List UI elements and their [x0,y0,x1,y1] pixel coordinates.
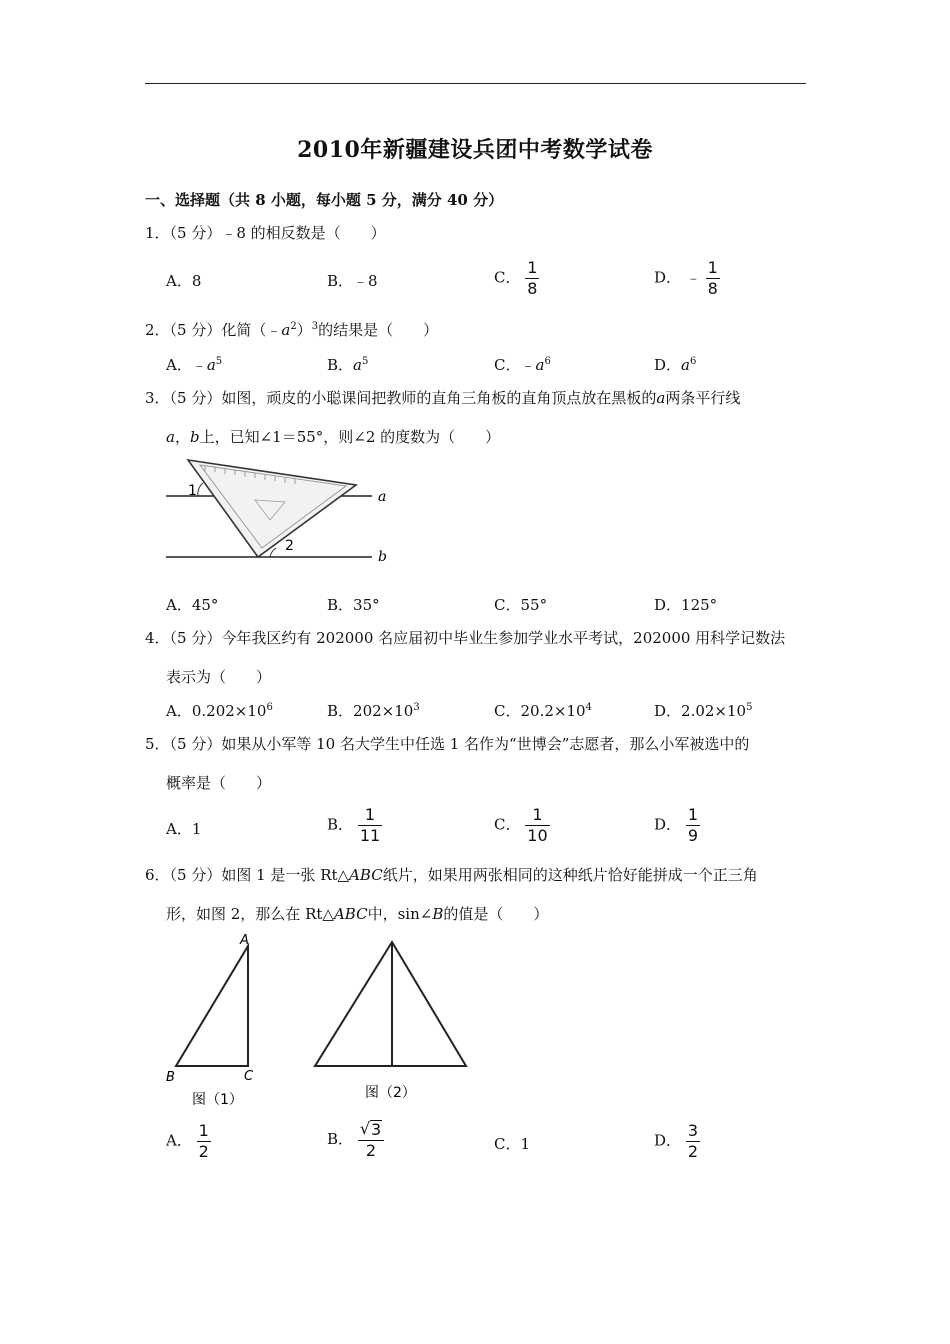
question-4-stem-line2: 表示为（ ） [166,668,272,686]
q2-exp2: 3 [311,321,319,332]
value: D．2.02×10 [654,702,747,720]
fig1-vertex-a: A [240,933,249,948]
fraction-denominator: 10 [527,826,548,845]
q1-option-c-label: C． [494,268,521,287]
fig1-vertex-c: C [244,1069,254,1084]
section-heading: 一、选择题（共 8 小题，每小题 5 分，满分 40 分） [145,191,504,209]
fraction-numerator: 1 [532,805,543,824]
q6-option-b-fraction [358,1120,384,1160]
exp: 4 [585,702,592,713]
var: a [206,356,216,374]
text: 上，已知∠1＝55°，则∠2 的度数为（ ） [199,428,501,446]
value: B．202×10 [327,702,414,720]
q6-option-a [166,1122,211,1161]
var: a [681,356,690,374]
q6-option-a-fraction [197,1122,211,1161]
q1-option-d-fraction [706,259,720,298]
q5-option-c [494,806,550,845]
fraction-denominator: 9 [687,826,698,845]
q2-option-d [654,354,696,375]
fraction-numerator: 1 [527,258,538,277]
label: D． [654,815,682,834]
question-6-stem-line2 [166,903,548,924]
label: A．﹣ [166,356,207,374]
text: 中，sin∠ [367,905,433,923]
fraction-denominator: 8 [527,279,538,298]
exp: 6 [544,356,551,367]
q1-option-d-sign: ﹣ [685,268,701,287]
q5-option-b-fraction [358,806,382,845]
page-title: 2010年新疆建设兵团中考数学试卷 [297,137,653,163]
q2-var: a [281,321,291,339]
label: B． [327,815,354,834]
q6-option-d [654,1122,700,1161]
var: a [353,356,362,374]
label: C． [494,815,521,834]
exp: 6 [266,702,273,713]
fraction-denominator: 2 [198,1142,209,1161]
q6-option-d-fraction [686,1122,700,1161]
q1-option-a: A．8 [166,272,202,290]
q3-option-b: B．35° [327,596,380,614]
header-rule [145,83,806,84]
value: A．0.202×10 [166,702,267,720]
question-1-stem: 1．（5 分）﹣8 的相反数是（ ） [145,224,386,242]
question-2-stem [145,309,438,348]
q2-option-b [327,354,368,375]
q1-option-c [494,259,539,298]
fraction-denominator: 11 [359,826,381,845]
label: A． [166,1131,192,1150]
q4-option-a [166,700,273,721]
q2-text-post: 的结果是（ ） [318,321,439,339]
q5-option-b [327,806,382,845]
fraction-numerator: 1 [198,1121,209,1140]
angle-1-label: 1 [188,483,197,499]
fraction-denominator: 2 [365,1141,377,1160]
q2-text-pre: 2．（5 分）化简（﹣ [145,321,282,339]
var: B [432,905,444,923]
question-3-stem-line1 [145,380,740,416]
fig1-vertex-b: B [166,1070,175,1085]
var: a [535,356,545,374]
q6-figures [160,928,480,1113]
label: C．﹣ [494,356,536,374]
var: ABC [349,866,383,884]
text: 纸片，如果用两张相同的这种纸片恰好能拼成一个正三角 [382,866,758,884]
text: 3．（5 分）如图，顽皮的小聪课间把教师的直角三角板的直角顶点放在黑板的 [145,389,657,407]
text: 两条平行线 [665,389,741,407]
fraction-numerator: 1 [707,258,718,277]
q6-option-b [327,1120,384,1160]
var: a [656,389,666,407]
value: C．20.2×10 [494,702,586,720]
radicand: 3 [371,1120,382,1139]
q2-option-c [494,354,551,375]
angle-2-label: 2 [285,538,294,554]
q3-option-a: A．45° [166,596,219,614]
comma: ， [174,428,190,446]
q5-option-d-fraction [686,806,700,845]
var: ABC [333,905,368,923]
q2-option-a [166,354,222,375]
q3-option-c: C．55° [494,596,548,614]
var-a: a [166,428,175,446]
var-b: b [189,428,200,446]
text: 的值是（ ） [443,905,549,923]
q4-option-d [654,700,752,721]
q1-option-d [654,259,720,298]
text: 形，如图 2，那么在 Rt△ [166,905,334,923]
q4-option-c [494,700,592,721]
exp: 5 [215,356,223,367]
sqrt-icon: √ [359,1119,371,1138]
fraction-denominator: 8 [707,279,718,298]
fraction-numerator: 1 [687,805,698,824]
label: B． [327,356,354,374]
question-4-stem-line1: 4．（5 分）今年我区约有 202000 名应届初中毕业生参加学业水平考试，202000 用科学记数法 [145,629,786,647]
q2-exp1: 2 [290,321,297,332]
line-a-label: a [378,489,387,505]
q1-option-c-fraction [525,259,539,298]
label: D． [654,1131,682,1150]
fraction-numerator: 1 [364,805,376,824]
text: 6．（5 分）如图 1 是一张 Rt△ [145,866,350,884]
q1-option-b: B．﹣8 [327,272,378,290]
exp: 5 [746,702,753,713]
label: B． [327,1130,354,1148]
q5-option-d [654,806,700,845]
question-3-stem-line2 [166,426,500,447]
q5-option-a: A．1 [166,820,202,838]
q6-option-c: C．1 [494,1135,531,1153]
exp: 5 [361,356,369,367]
fig2-caption: 图（2） [365,1085,416,1101]
q3-figure-triangle-ruler [160,452,400,567]
q2-text-mid: ） [296,321,312,339]
q5-option-c-fraction [525,806,549,845]
fraction-numerator-sqrt [358,1120,384,1139]
fraction-numerator: 3 [687,1121,698,1140]
fraction-denominator: 2 [687,1142,698,1161]
q3-option-d: D．125° [654,596,718,614]
question-5-stem-line1: 5．（5 分）如果从小军等 10 名大学生中任选 1 名作为“世博会”志愿者，那么小军被选中的 [145,735,750,753]
exp: 6 [689,356,697,367]
label: D． [654,356,682,374]
line-b-label: b [378,549,387,565]
q1-option-d-label: D． [654,268,682,287]
exp: 3 [413,702,420,713]
question-6-stem-line1 [145,857,758,893]
question-5-stem-line2: 概率是（ ） [166,774,272,792]
q4-option-b [327,700,420,721]
fig1-caption: 图（1） [192,1092,243,1108]
